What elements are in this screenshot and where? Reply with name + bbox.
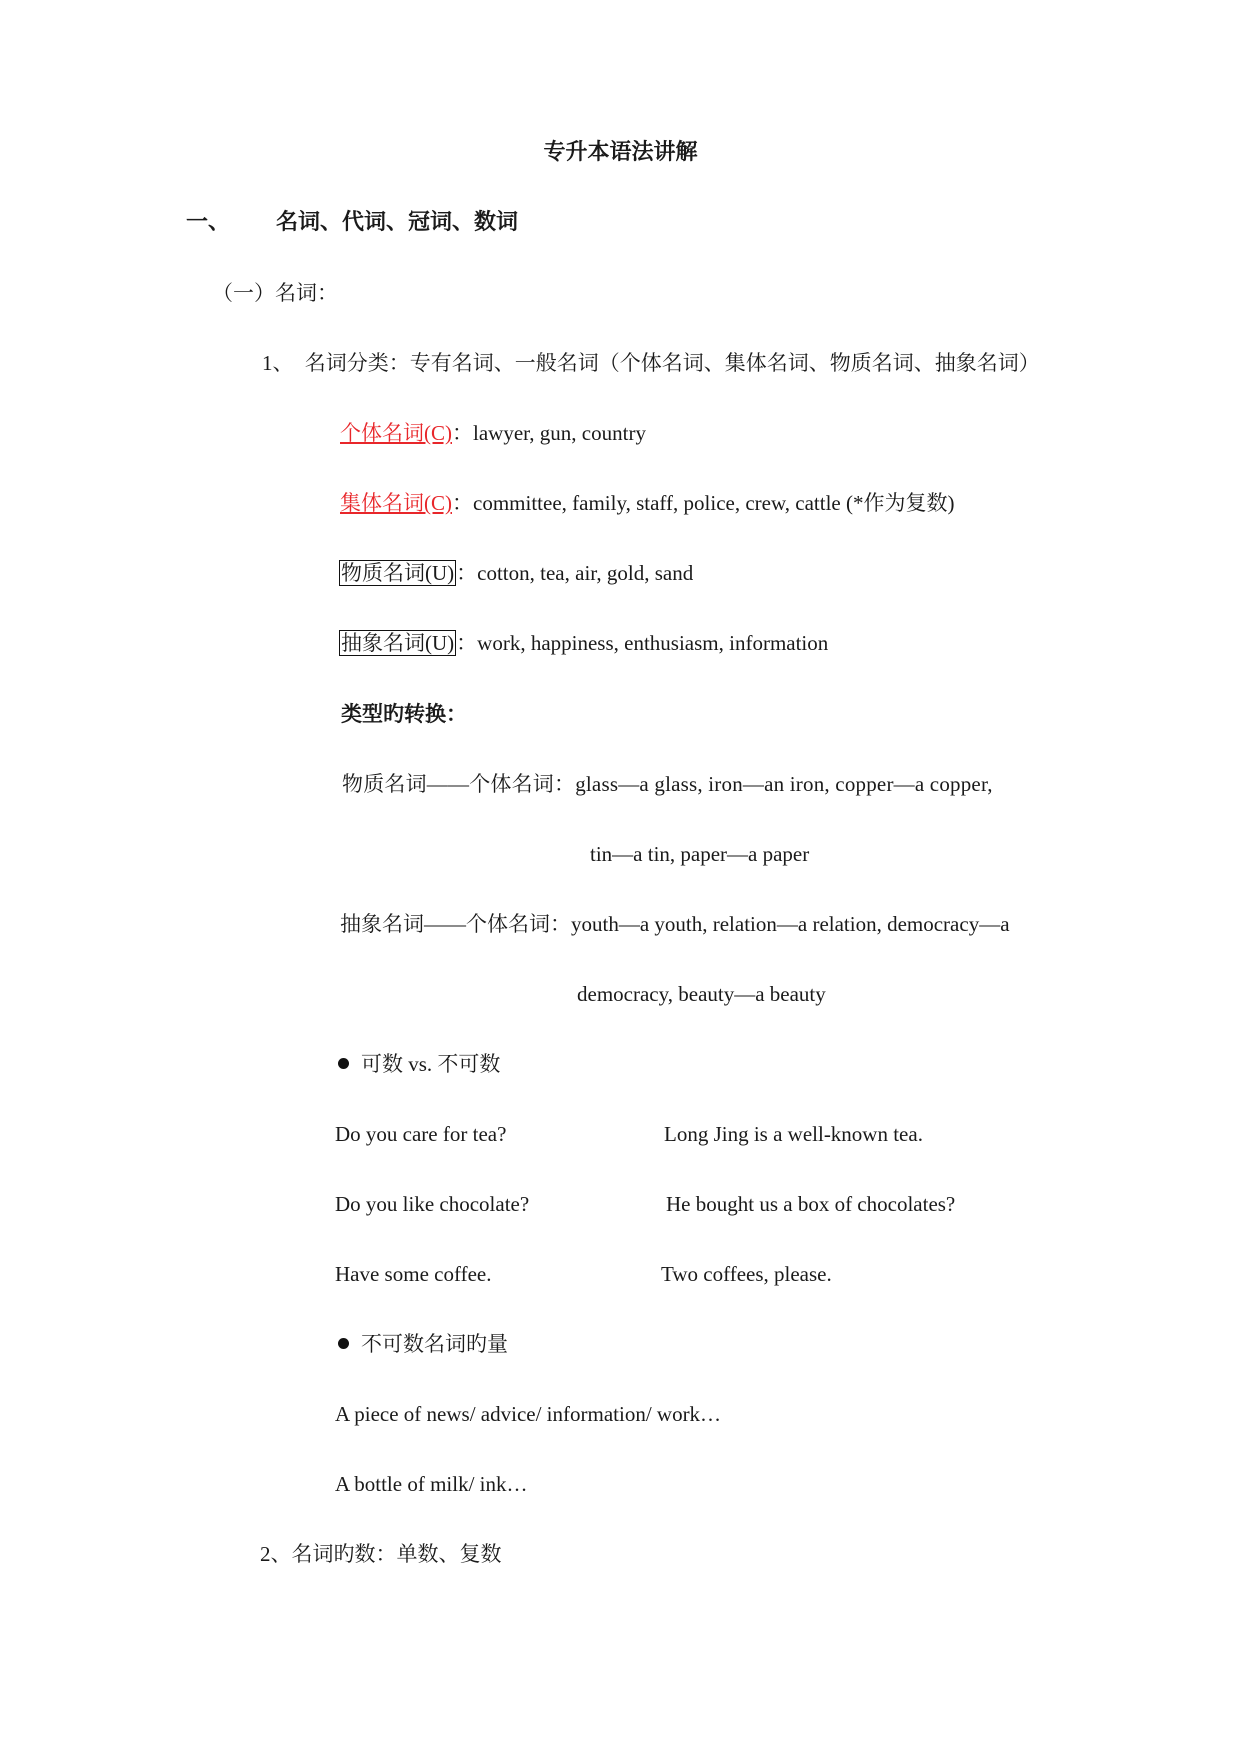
section-heading — [186, 208, 230, 236]
category-label: 集体名词(C) — [340, 491, 452, 515]
category-examples: work, happiness, enthusiasm, information — [477, 631, 829, 655]
bullet-icon — [338, 1338, 349, 1349]
item-number: 1、 — [262, 351, 294, 375]
item-text: 名词旳数：单数、复数 — [291, 1542, 502, 1566]
conversion-abstract-line-2: democracy, beauty—a beauty — [577, 982, 826, 1006]
conversion-material-line-2: tin—a tin, paper—a paper — [590, 842, 810, 866]
measure-example: A bottle of milk/ ink… — [335, 1472, 528, 1496]
countable-heading-text: 可数 vs. 不可数 — [361, 1052, 501, 1076]
category-material — [339, 559, 693, 587]
category-label: 物质名词(U) — [341, 561, 455, 585]
category-sep: ： — [452, 421, 473, 445]
countable-pair-right: Long Jing is a well-known tea. — [664, 1122, 923, 1146]
section-number: 一、 — [186, 209, 231, 234]
countable-pair-right: Two coffees, please. — [661, 1262, 832, 1286]
category-examples: committee, family, staff, police, crew, cattle (*作为复数) — [473, 491, 955, 515]
conversion-abstract-line-1: 抽象名词——个体名词：youth—a youth, relation—a relation, democracy—a — [340, 912, 1010, 936]
subsection-heading: （一）名词： — [212, 281, 338, 305]
countable-heading — [338, 1050, 500, 1078]
category-sep: ： — [456, 561, 478, 585]
countable-pair-left: Do you care for tea? — [335, 1122, 507, 1146]
item-1 — [262, 349, 1040, 377]
category-individual — [340, 419, 646, 447]
category-label: 抽象名词(U) — [341, 631, 455, 655]
category-abstract — [339, 629, 828, 657]
category-sep: ： — [456, 631, 478, 655]
countable-pair-right: He bought us a box of chocolates? — [666, 1192, 956, 1216]
measure-heading — [338, 1330, 508, 1358]
category-label: 个体名词(C) — [340, 421, 452, 445]
item-number: 2、 — [260, 1542, 292, 1566]
category-sep: ： — [452, 491, 473, 515]
item-2 — [260, 1540, 502, 1568]
category-examples: lawyer, gun, country — [473, 421, 646, 445]
category-collective — [340, 489, 954, 517]
conversion-material-line-1: 物质名词——个体名词：glass—a glass, iron—an iron, copper—a copper, — [342, 772, 993, 796]
conversion-heading: 类型旳转换： — [341, 702, 467, 726]
item-text: 名词分类：专有名词、一般名词（个体名词、集体名词、物质名词、抽象名词） — [304, 351, 1040, 375]
measure-example: A piece of news/ advice/ information/ work… — [335, 1402, 722, 1426]
page-title: 专升本语法讲解 — [543, 139, 698, 164]
countable-pair-left: Have some coffee. — [335, 1262, 492, 1286]
measure-heading-text: 不可数名词旳量 — [361, 1332, 508, 1356]
section-title: 名词、代词、冠词、数词 — [276, 209, 519, 234]
bullet-icon — [338, 1058, 349, 1069]
category-examples: cotton, tea, air, gold, sand — [477, 561, 694, 585]
countable-pair-left: Do you like chocolate? — [335, 1192, 530, 1216]
